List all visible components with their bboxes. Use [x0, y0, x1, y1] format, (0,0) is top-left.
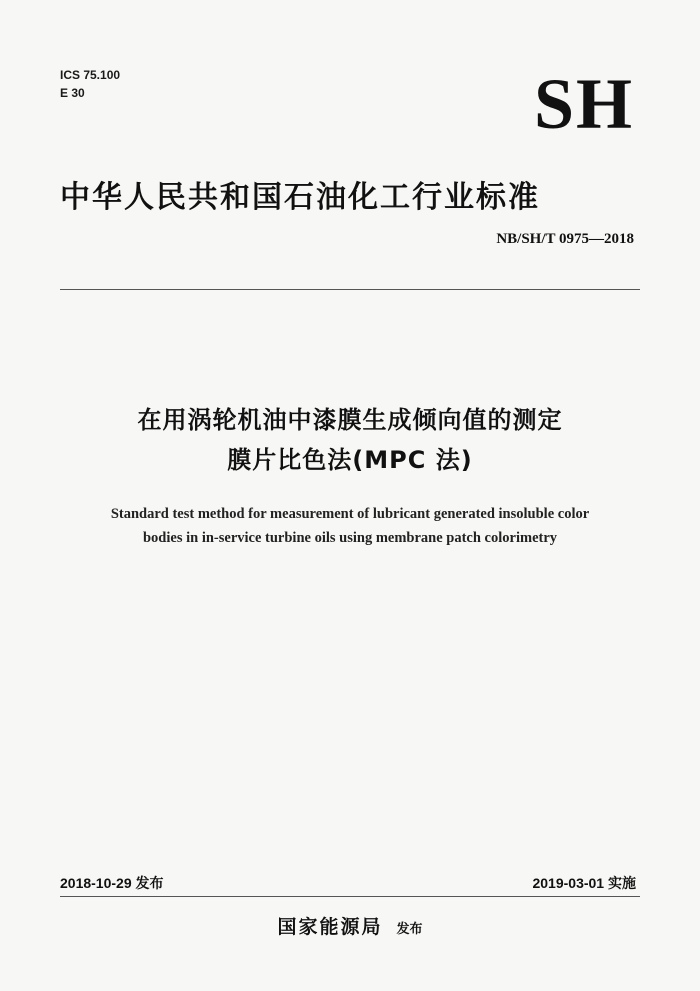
classification-codes: [60, 66, 120, 102]
english-title: [40, 502, 660, 550]
english-title-line-2: bodies in in-service turbine oils using membrane patch colorimetry: [142, 530, 558, 546]
top-divider: [60, 289, 640, 290]
publish-date: 2018-10-29 发布: [60, 875, 164, 891]
issuer: [0, 912, 700, 939]
bottom-divider: [60, 896, 640, 897]
chinese-title-line-1: 在用涡轮机油中漆膜生成倾向值的测定: [137, 406, 563, 434]
issuer-action: 发布: [396, 922, 423, 937]
standard-number: NB/SH/T 0975—2018: [496, 231, 634, 247]
ccs-code: E 30: [60, 86, 85, 100]
english-title-line-1: Standard test method for measurement of lubricant generated insoluble color: [110, 506, 590, 522]
ics-code: ICS 75.100: [60, 68, 121, 82]
standard-category-name: 中华人民共和国石油化工行业标准: [60, 180, 540, 215]
sh-logo: SH: [533, 64, 634, 144]
chinese-title-line-2: 膜片比色法(MPC 法): [227, 446, 473, 474]
chinese-title: [40, 400, 660, 480]
issuer-name: 国家能源局: [277, 916, 383, 938]
implementation-date: 2019-03-01 实施: [532, 875, 636, 891]
